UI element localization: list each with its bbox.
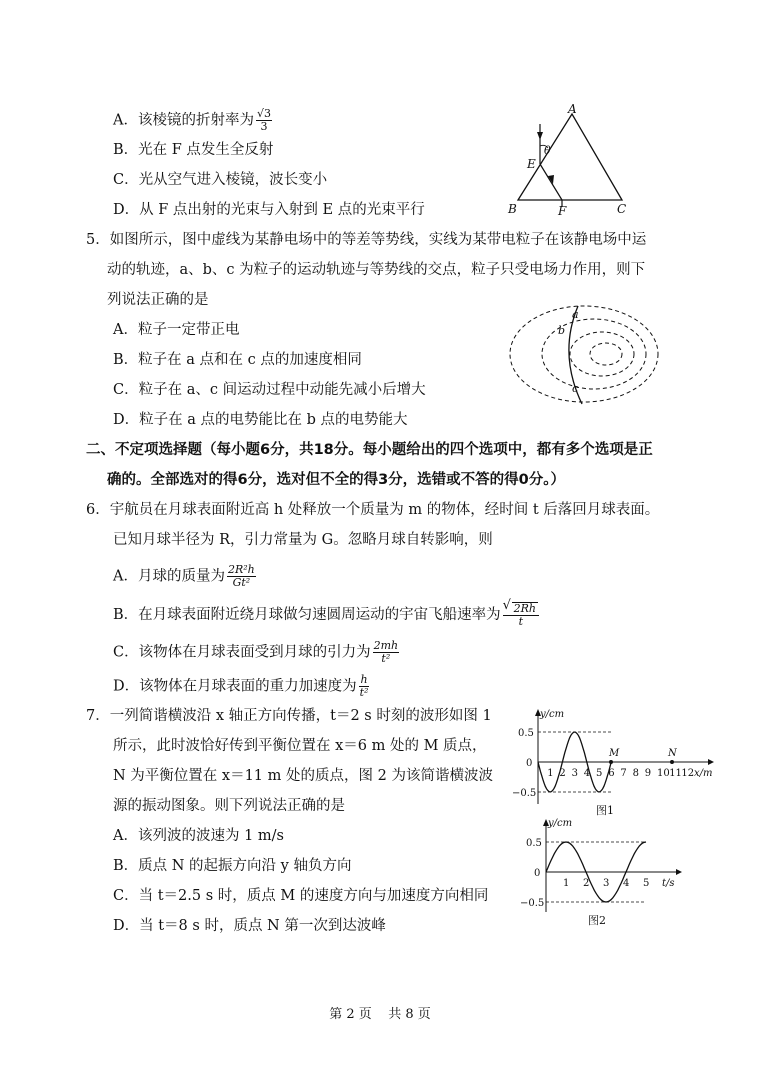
q5-stem-line1: 5．如图所示，图中虚线为某静电场中的等差等势线，实线为某带电粒子在该静电场中运 xyxy=(86,232,647,248)
label-a-point: a xyxy=(572,308,579,321)
frac-den: t² xyxy=(359,686,369,699)
fig1-ytick-zero: 0 xyxy=(526,758,533,769)
fig1-ytick-top: 0.5 xyxy=(518,728,534,739)
incident-arrow xyxy=(537,132,543,140)
fig1-xtick-label: 1 xyxy=(547,768,554,779)
fig2-ylabel: y/cm xyxy=(548,818,573,829)
section2-header-line1: 二、不定项选择题（每小题6分，共18分。每小题给出的四个选项中，都有多个选项是正 xyxy=(86,442,653,458)
sqrt-expression: √ 2Rh xyxy=(512,602,538,615)
fig2-ytick-bottom: −0.5 xyxy=(520,898,545,909)
frac-num: h xyxy=(360,673,368,686)
fig1-xtick-label: 11 xyxy=(669,768,682,779)
frac-num: 2R²h xyxy=(227,563,255,576)
q7-option-c: C．当 t＝2.5 s 时，质点 M 的速度方向与加速度方向相同 xyxy=(113,888,489,904)
q7-stem-line2: 所示，此时波恰好传到平衡位置在 x＝6 m 处的 M 质点， xyxy=(113,738,487,754)
q6-option-d-text: D．该物体在月球表面的重力加速度为 xyxy=(113,678,357,695)
page-footer xyxy=(0,1003,760,1022)
label-e: E xyxy=(527,157,536,171)
q4-option-a-fraction xyxy=(256,108,272,133)
fig2-xtick-label: 5 xyxy=(643,878,650,889)
frac-den: 3 xyxy=(260,120,268,133)
q5-stem-line2: 动的轨迹，a、b、c 为粒子的运动轨迹与等势线的交点，粒子只受电场力作用，则下 xyxy=(107,262,646,278)
q6-option-c-text: C．该物体在月球表面受到月球的引力为 xyxy=(113,644,371,661)
fig1-xtick-label: 7 xyxy=(620,768,627,779)
q4-option-b: B．光在 F 点发生全反射 xyxy=(113,142,274,158)
q6-option-c xyxy=(113,640,399,665)
vibration-figure-2 xyxy=(518,818,688,930)
q6-option-b xyxy=(113,602,539,628)
q4-option-a-text: A．该棱镜的折射率为 xyxy=(113,112,254,129)
fig2-xlabel: t/s xyxy=(662,878,675,889)
fig1-ytick-bottom: −0.5 xyxy=(512,788,537,799)
fig1-label-n: N xyxy=(668,748,677,759)
equipotential-3 xyxy=(570,332,634,376)
label-c-point: c xyxy=(572,382,579,395)
fig1-ylabel: y/cm xyxy=(540,709,565,720)
fig1-xtick-label: 4 xyxy=(583,768,591,779)
q4-option-a xyxy=(113,108,272,133)
label-theta: θ xyxy=(544,144,551,157)
fig1-xtick-label: 10 xyxy=(657,768,670,779)
fig1-xtick-label: 3 xyxy=(571,768,578,779)
fig1-point-m xyxy=(609,760,613,764)
q6-option-d-fraction xyxy=(359,674,370,699)
fig2-xtick-label: 1 xyxy=(563,878,570,889)
q6-option-d xyxy=(113,674,369,699)
q6-option-a-text: A．月球的质量为 xyxy=(113,568,225,585)
fig1-label-m: M xyxy=(609,748,620,759)
label-b: B xyxy=(508,202,517,216)
fig2-xtick-label: 2 xyxy=(583,878,590,889)
fig2-caption: 图2 xyxy=(588,914,606,927)
fig1-xlabel: x/m xyxy=(694,768,713,779)
fig1-x-arrow xyxy=(708,759,714,765)
fig1-point-n xyxy=(670,760,674,764)
frac-num: √3 xyxy=(256,107,271,120)
fig2-ytick-zero: 0 xyxy=(534,868,541,879)
frac-num: 2mh xyxy=(373,639,399,652)
section2-header-line2: 确的。全部选对的得6分，选对但不全的得3分，选错或不答的得0分。） xyxy=(107,472,566,488)
page-number: 第 2 页 xyxy=(329,1007,372,1022)
page-total: 共 8 页 xyxy=(388,1007,431,1022)
fig1-caption: 图1 xyxy=(596,804,614,817)
fig2-x-arrow xyxy=(676,869,682,875)
frac-den: t² xyxy=(381,652,391,665)
q5-option-b: B．粒子在 a 点和在 c 点的加速度相同 xyxy=(113,352,362,368)
label-b-point: b xyxy=(558,324,566,337)
fig1-xtick-label: 6 xyxy=(608,768,615,779)
label-c: C xyxy=(617,202,627,216)
q5-option-c: C．粒子在 a、c 间运动过程中动能先减小后增大 xyxy=(113,382,426,398)
fig1-xtick-label: 9 xyxy=(644,768,652,779)
fig2-xtick-label: 3 xyxy=(603,878,610,889)
q7-stem-line1: 7．一列简谐横波沿 x 轴正方向传播，t＝2 s 时刻的波形如图 1 xyxy=(86,708,492,724)
fig2-xtick-label: 4 xyxy=(623,878,630,889)
q6-option-b-text: B．在月球表面附近绕月球做匀速圆周运动的宇宙飞船速率为 xyxy=(113,607,501,623)
q7-option-a: A．该列波的波速为 1 m/s xyxy=(113,828,284,844)
fig2-ytick-top: 0.5 xyxy=(526,838,542,849)
q7-stem-line4: 源的振动图象。则下列说法正确的是 xyxy=(113,798,345,814)
q6-option-b-fraction xyxy=(503,602,539,628)
q4-option-d: D．从 F 点出射的光束与入射到 E 点的光束平行 xyxy=(113,202,425,218)
wave-figure-1 xyxy=(508,704,718,820)
frac-den: t xyxy=(518,615,524,628)
prism-figure xyxy=(500,104,640,218)
q6-option-c-fraction xyxy=(373,640,400,665)
q6-option-a xyxy=(113,564,256,589)
q4-option-c: C．光从空气进入棱镜，波长变小 xyxy=(113,172,328,188)
q5-stem-line3: 列说法正确的是 xyxy=(107,292,209,308)
q5-option-d: D．粒子在 a 点的电势能比在 b 点的电势能大 xyxy=(113,412,408,428)
q6-option-a-fraction xyxy=(227,564,256,589)
fig1-xtick-label: 8 xyxy=(632,768,639,779)
fig1-xtick-label: 12 xyxy=(681,768,695,779)
fig1-xtick-label: 2 xyxy=(559,768,566,779)
equipotential-1 xyxy=(510,306,658,402)
q7-option-b: B．质点 N 的起振方向沿 y 轴负方向 xyxy=(113,858,352,874)
q7-stem-line3: N 为平衡位置在 x＝11 m 处的质点，图 2 为该简谐横波波 xyxy=(113,768,493,784)
label-f: F xyxy=(558,204,567,218)
q6-stem-line1: 6．宇航员在月球表面附近高 h 处释放一个质量为 m 的物体，经时间 t 后落回月球表面。 xyxy=(86,502,660,518)
equipotential-figure xyxy=(506,300,662,410)
q7-option-d: D．当 t＝8 s 时，质点 N 第一次到达波峰 xyxy=(113,918,386,934)
q5-option-a: A．粒子一定带正电 xyxy=(113,322,240,338)
refracted-ray xyxy=(540,164,562,200)
label-a: A xyxy=(568,102,577,116)
equipotential-4 xyxy=(590,343,622,365)
frac-den: Gt² xyxy=(232,576,251,589)
fig1-xtick-label: 5 xyxy=(596,768,603,779)
q6-stem-line2: 已知月球半径为 R，引力常量为 G。忽略月球自转影响，则 xyxy=(113,532,493,548)
